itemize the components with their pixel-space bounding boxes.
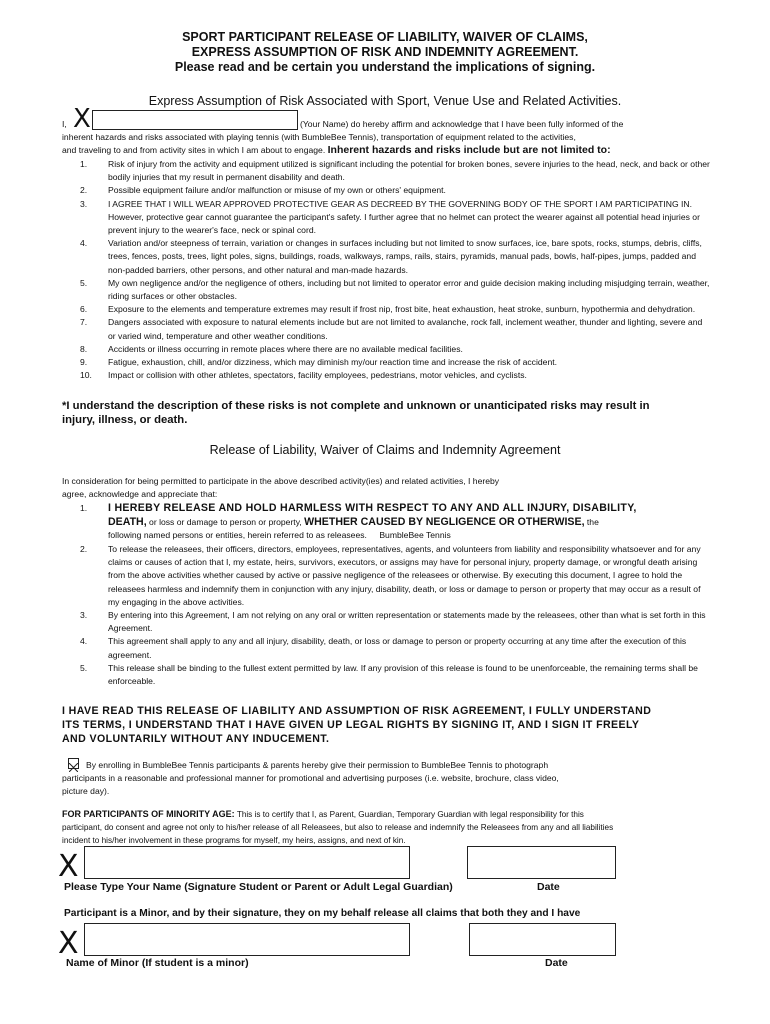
risk-item-text: Exposure to the elements and temperature extremes may result if frost nip, frost bite, heat exhaustion, heat stroke, sunburn, hypothermia and dehydration. xyxy=(108,304,696,315)
signature-date-input[interactable] xyxy=(467,846,616,879)
risk-item xyxy=(80,369,710,382)
release-item xyxy=(80,662,710,688)
minor-name-input[interactable] xyxy=(84,923,410,956)
risk-item-text: Fatigue, exhaustion, chill, and/or dizziness, which may diminish my/our reaction time and increase the risk of accident. xyxy=(108,357,557,368)
risk-item xyxy=(80,356,710,369)
release-item-number: 3. xyxy=(80,610,88,621)
release-item-1-line-1: I HEREBY RELEASE AND HOLD HARMLESS WITH RESPECT TO ANY AND ALL INJURY, DISABILITY, xyxy=(108,502,637,514)
risk-item xyxy=(80,237,710,277)
signature-name-input[interactable] xyxy=(84,846,410,879)
release-intro xyxy=(62,475,499,501)
photo-consent-line-1: By enrolling in BumbleBee Tennis participants & parents hereby give their permission to BumbleBee Tennis to photograph xyxy=(86,760,549,770)
signature-date-label: Date xyxy=(537,881,560,893)
minority-statement xyxy=(62,808,742,847)
intro-line-3 xyxy=(62,144,611,157)
signature-2-x-mark: X xyxy=(58,926,79,961)
release-item-1-death: DEATH, xyxy=(108,515,147,528)
release-item-1-line-3: following named persons or entities, herein referred to as releasees. xyxy=(108,530,367,540)
photo-consent-line-2: participants in a reasonable and professional manner for promotional and advertising purposes (i.e. website, brochure, class video, xyxy=(62,773,559,783)
release-item-1: 1. I HEREBY RELEASE AND HOLD HARMLESS WITH RESPECT TO ANY AND ALL INJURY, DISABILITY, DEATH, or loss or damage to person or property, WHETHER CAUSED BY NEGLIGENCE OR OTHERWISE, the following named persons or entities, herein referred to as releasees. BumbleBee Tennis xyxy=(80,502,720,542)
minority-label: FOR PARTICIPANTS OF MINORITY AGE: xyxy=(62,809,235,819)
release-item-1-the: the xyxy=(586,516,599,527)
risk-item-number: 5. xyxy=(80,277,88,288)
release-intro-line-1: In consideration for being permitted to participate in the above described activity(ies) and related activities, I hereby xyxy=(62,476,500,486)
risk-item-number: 1. xyxy=(80,159,88,169)
release-item xyxy=(80,609,710,635)
minority-line-3: incident to his/her involvement in these programs for myself, my heirs, assigns, and next of kin. xyxy=(62,836,406,845)
release-item-text: To release the releasees, their officers, directors, employees, representatives, agents, and volunteers from liability and responsibility whatsoever and for any claims or causes of action that I, my estate, heirs, survivors, executors, or assigns may have for personal injury, property damage, or wrongful death arising from the above activities whether caused by active or passive negligence of the releasees or otherwise. By executing this document, I agree to hold the releasees harmless and indemnify them in conjunction with any injury, disability, death, or loss or damage to person or property that may occur as a result of my engaging in the above activities. xyxy=(108,544,701,607)
acknowledgement-caps xyxy=(62,704,742,746)
risk-item-number: 8. xyxy=(80,343,88,354)
caps-line-1: I HAVE READ THIS RELEASE OF LIABILITY AND ASSUMPTION OF RISK AGREEMENT, I FULLY UNDERSTAND xyxy=(62,705,652,717)
release-item xyxy=(80,543,710,609)
risk-item xyxy=(80,316,710,342)
release-heading: Release of Liability, Waiver of Claims and Indemnity Agreement xyxy=(209,443,561,457)
risk-item-text: Dangers associated with exposure to natural elements include but are not limited to avalanche, rock fall, inclement weather, thunder and lighting, severe and or varied wind, temperature and other weather conditions. xyxy=(108,317,703,341)
minor-date-input[interactable] xyxy=(469,923,616,956)
minor-name-label: Name of Minor (If student is a minor) xyxy=(66,957,249,969)
risk-list xyxy=(80,158,710,382)
risk-item-text: Possible equipment failure and/or malfunction or misuse of my own or others' equipment. xyxy=(108,185,446,196)
release-intro-line-2: agree, acknowledge and appreciate that: xyxy=(62,489,218,500)
risk-item-text: Accidents or illness occurring in remote places where there are no available medical facilities. xyxy=(108,343,463,354)
risk-item xyxy=(80,303,710,316)
title-line-2: EXPRESS ASSUMPTION OF RISK AND INDEMNITY AGREEMENT. xyxy=(191,45,579,59)
risk-item-text: I AGREE THAT I WILL WEAR APPROVED PROTECTIVE GEAR AS DECREED BY THE GOVERNING BODY OF THE SPORT I AM PARTICIPATING IN. However, protective gear cannot guarantee the participant's safety. I further agree that no helmet can protect the wearer against all potential head injuries or prevent injury to the wearer's face, neck or spinal cord. xyxy=(108,198,700,236)
your-name-input[interactable] xyxy=(92,110,298,130)
signature-x-mark: X xyxy=(73,104,91,134)
risk-item xyxy=(80,198,710,238)
intro-line-3-bold: Inherent hazards and risks include but are not limited to: xyxy=(327,144,611,156)
risk-item-text: Risk of injury from the activity and equipment utilized is significant including the potential for broken bones, severe injuries to the head, neck, and back or other bodily injuries that my result in permanent disability and death. xyxy=(108,159,710,183)
risk-item-number: 6. xyxy=(80,304,88,315)
understand-line-2: injury, illness, or death. xyxy=(62,414,188,426)
risk-item xyxy=(80,277,710,303)
title-line-1: SPORT PARTICIPANT RELEASE OF LIABILITY, WAIVER OF CLAIMS, xyxy=(182,30,588,44)
risk-item-number: 3. xyxy=(80,198,88,209)
risk-item-number: 7. xyxy=(80,317,88,328)
photo-consent-checkbox[interactable] xyxy=(68,758,79,769)
signature-1-x-mark: X xyxy=(58,849,79,884)
risk-item-number: 10. xyxy=(80,370,92,381)
release-list xyxy=(80,543,710,688)
release-item-1-negligence: WHETHER CAUSED BY NEGLIGENCE OR OTHERWISE, xyxy=(304,515,585,528)
risk-item xyxy=(80,158,710,184)
risk-item-number: 2. xyxy=(80,185,88,196)
checkbox-check-icon xyxy=(69,763,78,772)
risk-item-number: 9. xyxy=(80,357,88,368)
release-item xyxy=(80,635,710,661)
release-item-text: By entering into this Agreement, I am not relying on any oral or written representation or statements made by the releasees, other than what is set forth in this Agreement. xyxy=(108,610,706,634)
risk-item xyxy=(80,184,710,197)
risk-item-text: My own negligence and/or the negligence of others, including but not limited to operator error and guide decision making including misjudging terrain, weather, riding surfaces or other obstacles. xyxy=(108,277,710,302)
release-item-number: 5. xyxy=(80,662,88,673)
understand-note xyxy=(62,399,722,427)
risk-item-text: Impact or collision with other athletes, spectators, facility employees, pedestrians, motor vehicles, and cyclists. xyxy=(108,370,527,381)
photo-consent-line-3: picture day). xyxy=(62,786,110,796)
signature-name-label: Please Type Your Name (Signature Student or Parent or Adult Legal Guardian) xyxy=(64,881,453,893)
minor-date-label: Date xyxy=(545,957,568,969)
risk-item xyxy=(80,343,710,356)
release-item-number: 2. xyxy=(80,544,88,554)
form-title xyxy=(0,30,770,75)
intro-line-1: (Your Name) do hereby affirm and acknowledge that I have been fully informed of the xyxy=(300,119,624,129)
minority-line-2: participant, do consent and agree not only to his/her release of all Releasees, but also to release and indemnify the Releasees from any and all liabilities xyxy=(62,823,614,832)
risk-heading: Express Assumption of Risk Associated with Sport, Venue Use and Related Activities. xyxy=(148,94,622,108)
title-line-3: Please read and be certain you understand the implications of signing. xyxy=(174,60,596,74)
minor-statement: Participant is a Minor, and by their signature, they on my behalf release all claims that both they and I have xyxy=(64,908,581,919)
name-prefix: I, xyxy=(62,119,67,129)
risk-item-text: Variation and/or steepness of terrain, variation or changes in surfaces including but not limited to snow surfaces, ice, bare spots, rocks, stumps, debris, cliffs, trees, fences, posts, trees, light poles, signs, buildings, roads, walkways, ramps, rails, stairs, pyramids, manual pads, bowls, half-pipes, jumps, padded and non-padded barriers, other persons, and other natural and man-made hazards. xyxy=(108,238,702,275)
intro-line-3-text: and traveling to and from activity sites in which I am about to engage. xyxy=(62,145,326,155)
understand-line-1: *I understand the description of these risks is not complete and unknown or unanticipated risks may result in xyxy=(62,400,650,412)
release-item-number: 4. xyxy=(80,636,88,647)
release-item-text: This agreement shall apply to any and all injury, disability, death, or loss or damage to person or property occurring at any time after the execution of this agreement. xyxy=(108,636,687,660)
risk-item-number: 4. xyxy=(80,238,88,249)
caps-line-3: AND VOLUNTARILY WITHOUT ANY INDUCEMENT. xyxy=(62,733,330,745)
release-item-1-loss: or loss or damage to person or property, xyxy=(149,516,302,527)
intro-line-2: inherent hazards and risks associated with playing tennis (with BumbleBee Tennis), transportation of equipment related to the activities, xyxy=(62,132,576,142)
caps-line-2: ITS TERMS, I UNDERSTAND THAT I HAVE GIVEN UP LEGAL RIGHTS BY SIGNING IT, AND I SIGN IT FREELY xyxy=(62,719,640,731)
minority-line-1: This is to certify that I, as Parent, Guardian, Temporary Guardian with legal responsibility for this xyxy=(236,810,584,819)
release-item-text: This release shall be binding to the fullest extent permitted by law. If any provision of this release is found to be unenforceable, the remaining terms shall be enforceable. xyxy=(108,662,698,687)
releasee-name: BumbleBee Tennis xyxy=(379,530,451,540)
